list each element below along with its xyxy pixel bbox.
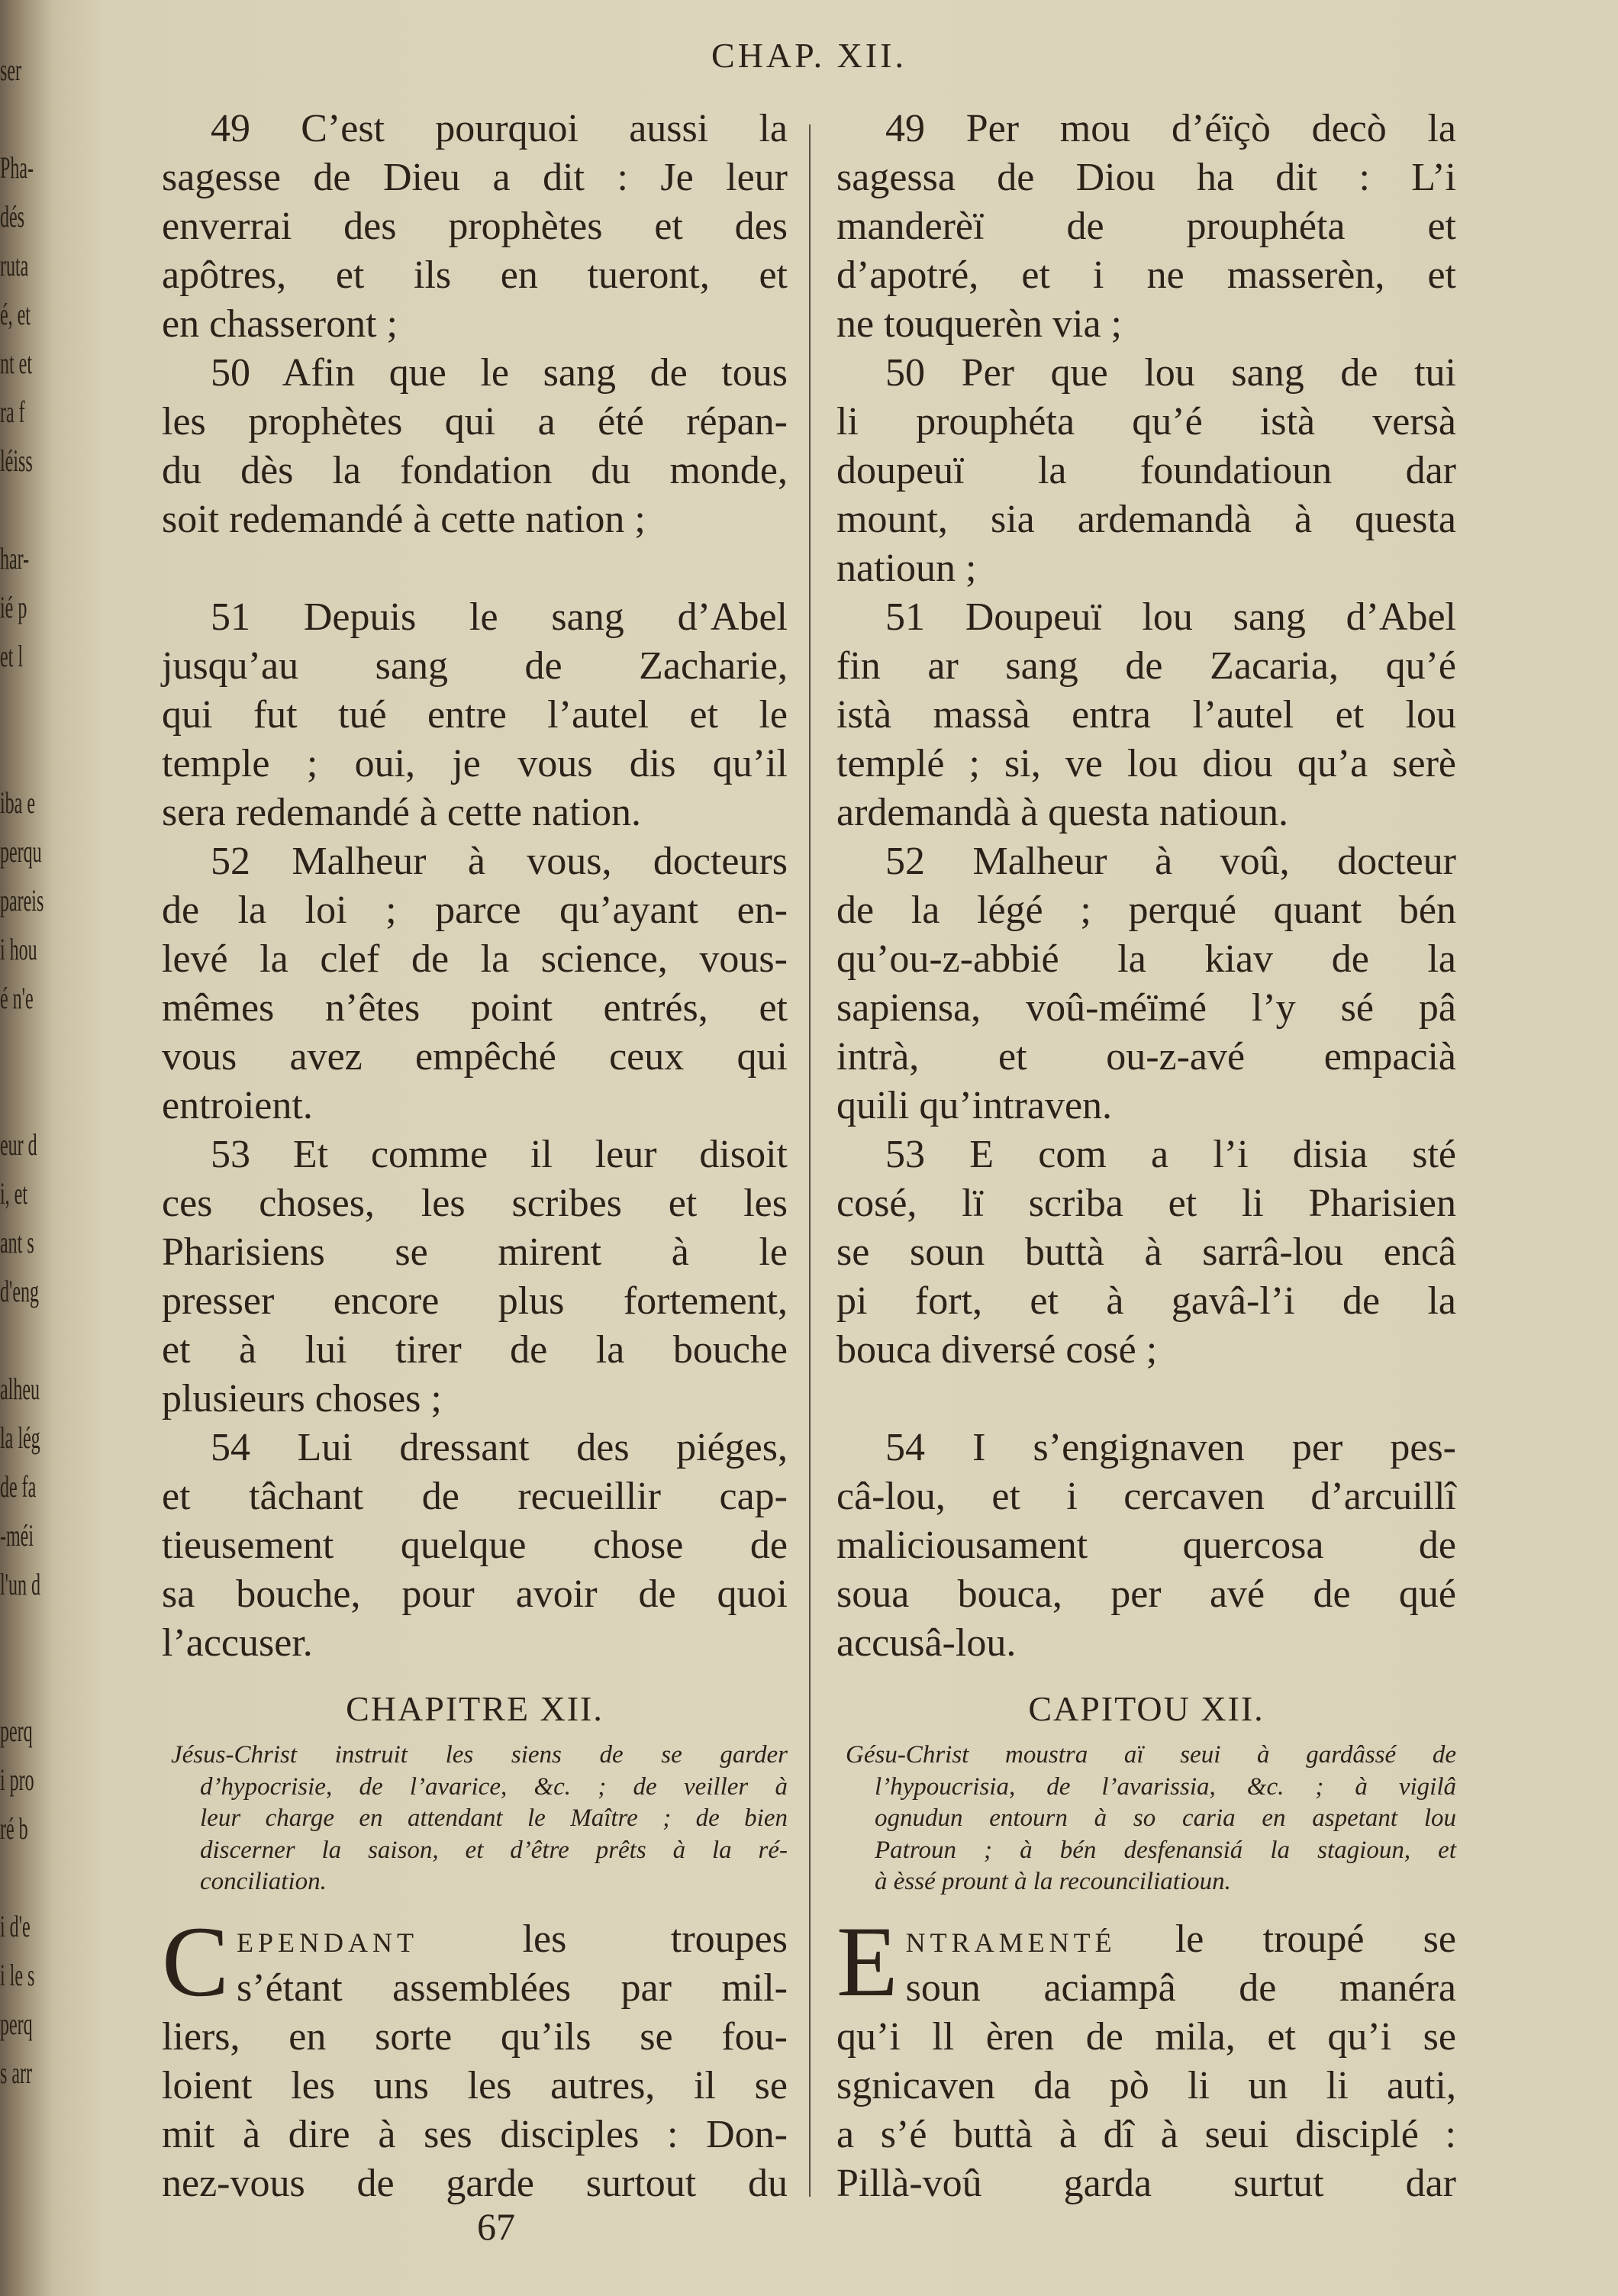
verse-line: enverrai des prophètes et des — [162, 205, 788, 248]
facing-page-fragment: ruta — [0, 248, 29, 282]
verse-line: levé la clef de la science, vous- — [162, 937, 788, 981]
verse-line: jusqu’au sang de Zacharie, — [162, 644, 788, 688]
verse-line: 50 Afin que le sang de tous — [211, 351, 788, 395]
facing-page-fragment: é, et — [0, 297, 31, 331]
facing-page-fragment: perqu — [0, 834, 42, 869]
facing-page-fragment — [0, 95, 32, 144]
verse-line: et à lui tirer de la bouche — [162, 1328, 788, 1372]
chapter-summary — [162, 1740, 788, 1898]
verse-line: presser encore plus fortement, — [162, 1279, 788, 1323]
chapter-title: CAPITOU XII. — [1028, 1689, 1265, 1728]
opening-line: Pillà-voû garda surtut dar — [836, 2161, 1456, 2205]
verse-line: mount, sia ardemandà à questa — [836, 498, 1456, 541]
verse — [162, 349, 788, 544]
french-column — [162, 105, 788, 2208]
facing-page-fragment — [0, 1023, 32, 1072]
opening-line: liers, en sorte qu’ils se fou- — [162, 2014, 788, 2059]
opening-line: s’étant assemblées par mil- — [237, 1965, 788, 2010]
verse-line: et tâchant de recueillir cap- — [162, 1475, 788, 1518]
verse-line: natioun ; — [836, 547, 977, 590]
verse-line: de la loi ; parce qu’ayant en- — [162, 888, 788, 932]
verse-line: 53 Et comme il leur disoit — [211, 1133, 788, 1176]
first-line-text: les troupes — [418, 1917, 788, 1961]
opening-line: a s’é buttà à dî à seui disciplé : — [836, 2112, 1456, 2156]
facing-page-fragment — [0, 1658, 32, 1707]
facing-page-fragment: dés — [0, 199, 24, 234]
facing-page-fragment: ré b — [0, 1811, 28, 1846]
column-divider — [809, 124, 811, 2197]
facing-page-fragment — [0, 1316, 32, 1365]
opening-first-line — [162, 1915, 788, 1964]
facing-page-fragment: eur d — [0, 1127, 37, 1162]
verse-line: de la légé ; perqué quant bén — [836, 888, 1456, 932]
opening-line: qu’i ll èren de mila, et qu’i se — [836, 2014, 1456, 2059]
verse-line: ardemandà à questa natioun. — [836, 791, 1288, 834]
summary-line: leur charge en attendant le Maître ; de bien — [200, 1804, 788, 1832]
verse-line: 49 Per mou d’éïçò decò la — [885, 107, 1456, 150]
facing-page-fragment: alheu — [0, 1372, 40, 1406]
verse-line: 52 Malheur à vous, docteurs — [211, 840, 788, 883]
verse-line: soua bouca, per avé de qué — [836, 1572, 1456, 1616]
verse-line: accusâ-lou. — [836, 1621, 1017, 1665]
facing-page-fragment: s arr — [0, 2056, 32, 2090]
facing-page-fragment: pareis — [0, 883, 44, 917]
verse-line: 49 C’est pourquoi aussi la — [211, 107, 788, 150]
facing-page-fragment: i pro — [0, 1762, 34, 1797]
verse-line: maliciousament quercosa de — [836, 1524, 1456, 1567]
facing-page-fragment: é n'e — [0, 981, 34, 1015]
verse — [162, 837, 788, 1130]
verse-line: sera redemandé à cette nation. — [162, 791, 641, 834]
verse-line: 52 Malheur à voû, docteur — [885, 840, 1456, 883]
verse-line: pi fort, et à gavâ-l’i de la — [836, 1279, 1456, 1323]
nissart-column — [836, 105, 1456, 2208]
blank-line — [162, 544, 788, 593]
facing-page-fragment: ser — [0, 53, 21, 87]
summary-line: l’hypoucrisia, de l’avarissia, &c. ; à vigilâ — [875, 1772, 1456, 1801]
summary-line: ognudun entourn à so caria en aspetant lou — [875, 1804, 1456, 1832]
summary-line: Gésu-Christ moustra aï seui à gardâssé de — [846, 1741, 1456, 1769]
verse — [836, 1130, 1456, 1375]
opening-line: mit à dire à ses disciples : Don- — [162, 2112, 788, 2156]
facing-page-fragment: i hou — [0, 932, 37, 966]
verse — [162, 1130, 788, 1424]
opening-line: soun aciampâ de manéra — [905, 1965, 1456, 2010]
verse-line: plusieurs choses ; — [162, 1377, 442, 1420]
facing-page-fragment: har- — [0, 541, 30, 576]
verse-line: qu’ou-z-abbié la kiav de la — [836, 937, 1456, 981]
facing-page-fragment: de fa — [0, 1469, 37, 1504]
verse-line: soit redemandé à cette nation ; — [162, 498, 646, 541]
verse-line: doupeuï la foundatioun dar — [836, 449, 1456, 492]
verse-line: sapiensa, voû-méïmé l’y sé pâ — [836, 986, 1456, 1030]
summary-line: Patroun ; à bén desfenansiá la stagioun, et — [875, 1836, 1456, 1864]
verse-line: qui fut tué entre l’autel et le — [162, 693, 788, 737]
verse-line: istà massà entra l’autel et lou — [836, 693, 1456, 737]
facing-page-fragment: iba e — [0, 785, 35, 820]
verse — [162, 105, 788, 349]
opening-line: loient les uns les autres, il se — [162, 2063, 788, 2107]
chapter-summary — [836, 1740, 1456, 1898]
opening-line: nez-vous de garde surtout du — [162, 2161, 788, 2205]
facing-page-fragment: ra f — [0, 395, 25, 429]
facing-page-fragment: -méi — [0, 1518, 34, 1553]
verse-line: 51 Depuis le sang d’Abel — [211, 595, 788, 639]
verse-line: en chasseront ; — [162, 302, 398, 346]
verse-line: les prophètes qui a été répan- — [162, 400, 788, 443]
verse-line: 51 Doupeuï lou sang d’Abel — [885, 595, 1456, 639]
facing-page-fragment — [0, 730, 32, 779]
drop-cap: E — [836, 1904, 898, 2017]
verse-line: ne touquerèn via ; — [836, 302, 1122, 346]
page-number: 67 — [477, 2205, 515, 2248]
verse-line: sagessa de Diou ha dit : L’i — [836, 156, 1456, 199]
facing-page-fragment: i d'e — [0, 1909, 31, 1943]
facing-page-fragment: perq — [0, 1714, 33, 1748]
facing-page-edge — [0, 46, 44, 2259]
verse-line: tieusement quelque chose de — [162, 1524, 788, 1567]
verse-line: l’accuser. — [162, 1621, 313, 1665]
verse — [836, 593, 1456, 837]
summary-line: à èssé prount à la recounciliatioun. — [875, 1868, 1231, 1895]
chapter-title: CHAPITRE XII. — [346, 1689, 604, 1728]
small-caps-word: NTRAMENTÉ — [905, 1927, 1117, 1958]
verse-line: ces choses, les scribes et les — [162, 1182, 788, 1225]
facing-page-fragment: Pha- — [0, 150, 34, 185]
facing-page-fragment — [0, 485, 32, 534]
verse-line: sa bouche, pour avoir de quoi — [162, 1572, 788, 1616]
verse-line: mêmes n’êtes point entrés, et — [162, 986, 788, 1030]
verse — [836, 349, 1456, 593]
facing-page-fragment — [0, 1072, 32, 1121]
running-head: CHAP. XII. — [711, 36, 907, 75]
verse-line: manderèï de prouphéta et — [836, 205, 1456, 248]
facing-page-fragment: nt et — [0, 346, 32, 380]
verse-line: bouca diversé cosé ; — [836, 1328, 1158, 1372]
verse-line: 50 Per que lou sang de tui — [885, 351, 1456, 395]
verse — [836, 1424, 1456, 1668]
verse-line: fin ar sang de Zacaria, qu’é — [836, 644, 1456, 688]
summary-line: d’hypocrisie, de l’avarice, &c. ; de veiller à — [200, 1772, 788, 1801]
verse-line: li prouphéta qu’é istà versà — [836, 400, 1456, 443]
verse — [162, 1424, 788, 1668]
verse — [836, 105, 1456, 349]
drop-cap: C — [162, 1904, 230, 2017]
facing-page-fragment — [0, 681, 32, 730]
summary-line: conciliation. — [200, 1868, 327, 1895]
facing-page-fragment — [0, 1609, 32, 1658]
verse-line: 53 E com a l’i disia sté — [885, 1133, 1456, 1176]
facing-page-fragment: et l — [0, 639, 23, 673]
verse-line: vous avez empêché ceux qui — [162, 1035, 788, 1079]
blank-line — [836, 1375, 1456, 1424]
verse-line: templé ; si, ve lou diou qu’a serè — [836, 742, 1456, 785]
small-caps-word: EPENDANT — [237, 1927, 419, 1958]
verse — [162, 593, 788, 837]
facing-page-fragment: l'un d — [0, 1567, 40, 1601]
chapter-opening — [162, 1904, 788, 2208]
chapter-opening — [836, 1904, 1456, 2208]
facing-page-fragment: ant s — [0, 1225, 34, 1259]
opening-first-line — [836, 1915, 1456, 1964]
verse-line: 54 Lui dressant des piéges, — [211, 1426, 788, 1469]
verse-line: apôtres, et ils en tueront, et — [162, 253, 788, 297]
summary-line: discerner la saison, et d’être prêts à la ré- — [200, 1836, 788, 1864]
first-line-text: le troupé se — [1116, 1917, 1456, 1961]
verse-line: temple ; oui, je vous dis qu’il — [162, 742, 788, 785]
verse — [836, 837, 1456, 1130]
facing-page-fragment: la lég — [0, 1420, 40, 1455]
verse-line: 54 I s’engignaven per pes- — [885, 1426, 1456, 1469]
verse-line: quili qu’intraven. — [836, 1084, 1113, 1127]
facing-page-fragment: léiss — [0, 443, 33, 478]
verse-line: d’apotré, et i ne masserèn, et — [836, 253, 1456, 297]
facing-page-fragment: perq — [0, 2007, 33, 2041]
verse-line: entroient. — [162, 1084, 313, 1127]
facing-page-fragment — [0, 1853, 32, 1902]
verse-line: intrà, et ou-z-avé empacià — [836, 1035, 1456, 1079]
summary-line: Jésus-Christ instruit les siens de se garder — [171, 1741, 788, 1769]
verse-line: sagesse de Dieu a dit : Je leur — [162, 156, 788, 199]
facing-page-fragment: d'eng — [0, 1274, 39, 1308]
verse-line: câ-lou, et i cercaven d’arcuillî — [836, 1475, 1456, 1518]
facing-page-fragment: ié p — [0, 590, 27, 624]
verse-line: Pharisiens se mirent à le — [162, 1230, 788, 1274]
verse-line: du dès la fondation du monde, — [162, 449, 788, 492]
facing-page-fragment: i le s — [0, 1958, 35, 1992]
verse-line: cosé, lï scriba et li Pharisien — [836, 1182, 1456, 1225]
facing-page-fragment: i, et — [0, 1176, 27, 1211]
verse-line: se soun buttà à sarrâ-lou encâ — [836, 1230, 1456, 1274]
opening-line: sgnicaven da pò li un li auti, — [836, 2063, 1456, 2107]
